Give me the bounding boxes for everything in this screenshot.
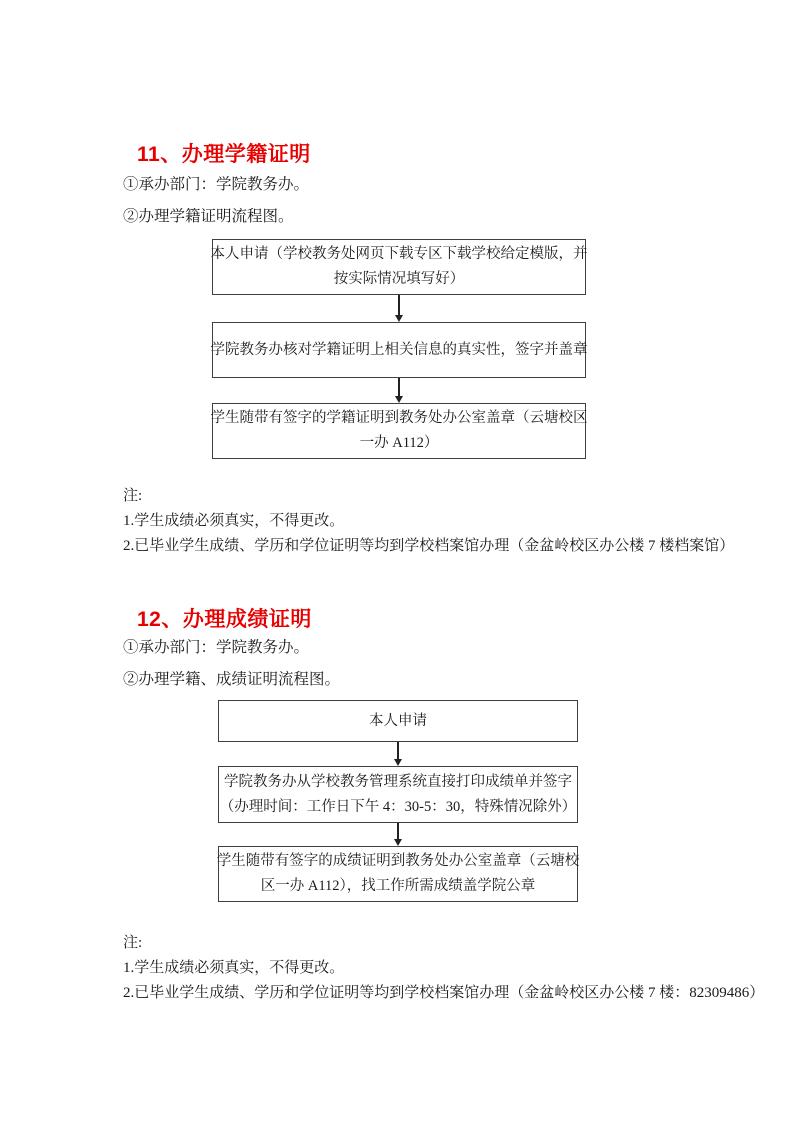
flow-step-text: 按实际情况填写好） [333, 271, 465, 287]
flow-step-text: 区一办 A112），找工作所需成绩盖学院公章 [260, 878, 536, 894]
section-11-heading: 11、办理学籍证明 [137, 143, 311, 166]
arrow-shaft [398, 295, 400, 315]
flow-step-text: （办理时间：工作日下午 4：30-5：30，特殊情况除外） [219, 798, 577, 815]
notes-label: 注: [123, 488, 143, 504]
flow-step-box [212, 239, 586, 295]
flow-step-text: 本人申请（学校教务处网页下载专区下载学校给定模版，并 [210, 246, 588, 262]
flow-step-text: 学院教务办从学校教务管理系统直接打印成绩单并签字 [224, 773, 572, 790]
arrow-down-icon [394, 378, 404, 403]
flow-step-box [218, 700, 578, 742]
flow-step-text: 本人申请 [369, 712, 427, 729]
note-item: 1.学生成绩必须真实，不得更改。 [123, 513, 345, 529]
arrow-head [395, 315, 403, 322]
arrow-down-icon [394, 295, 404, 322]
section-11-dept-line: ①承办部门：学院教务办。 [123, 176, 310, 193]
flow-step-box [218, 846, 578, 902]
arrow-head [394, 839, 402, 846]
section-11-flow-line: ②办理学籍证明流程图。 [123, 208, 294, 225]
section-12-flow-line: ②办理学籍、成绩证明流程图。 [123, 671, 341, 688]
section-12-dept-line: ①承办部门：学院教务办。 [123, 639, 310, 656]
arrow-head [395, 396, 403, 403]
flow-step-text: 学生随带有签字的成绩证明到教务处办公室盖章（云塘校 [216, 853, 580, 869]
section-12-notes [123, 931, 764, 1006]
flow-step-text: 一办 A112） [359, 435, 439, 451]
notes-label: 注: [123, 935, 143, 951]
flow-step-box [212, 403, 586, 459]
arrow-shaft [397, 823, 399, 839]
flow-step-text: 学院教务办核对学籍证明上相关信息的真实性，签字并盖章 [210, 341, 588, 358]
flow-step-box [212, 322, 586, 378]
arrow-head [394, 759, 402, 766]
arrow-shaft [398, 378, 400, 396]
flowchart-transcript-certificate [218, 700, 578, 902]
arrow-down-icon [393, 742, 403, 766]
arrow-down-icon [393, 823, 403, 846]
arrow-shaft [397, 742, 399, 759]
note-item: 2.已毕业学生成绩、学历和学位证明等均到学校档案馆办理（金盆岭校区办公楼 7 楼档案馆） [123, 538, 735, 554]
section-11-notes [123, 484, 734, 559]
note-item: 1.学生成绩必须真实，不得更改。 [123, 960, 345, 976]
note-item: 2.已毕业学生成绩、学历和学位证明等均到学校档案馆办理（金盆岭校区办公楼 7 楼：82309486） [123, 985, 765, 1001]
section-12-heading: 12、办理成绩证明 [137, 608, 312, 631]
flow-step-text: 学生随带有签字的学籍证明到教务处办公室盖章（云塘校区 [210, 410, 588, 426]
flowchart-student-status-certificate [212, 239, 586, 459]
flow-step-box [218, 766, 578, 823]
